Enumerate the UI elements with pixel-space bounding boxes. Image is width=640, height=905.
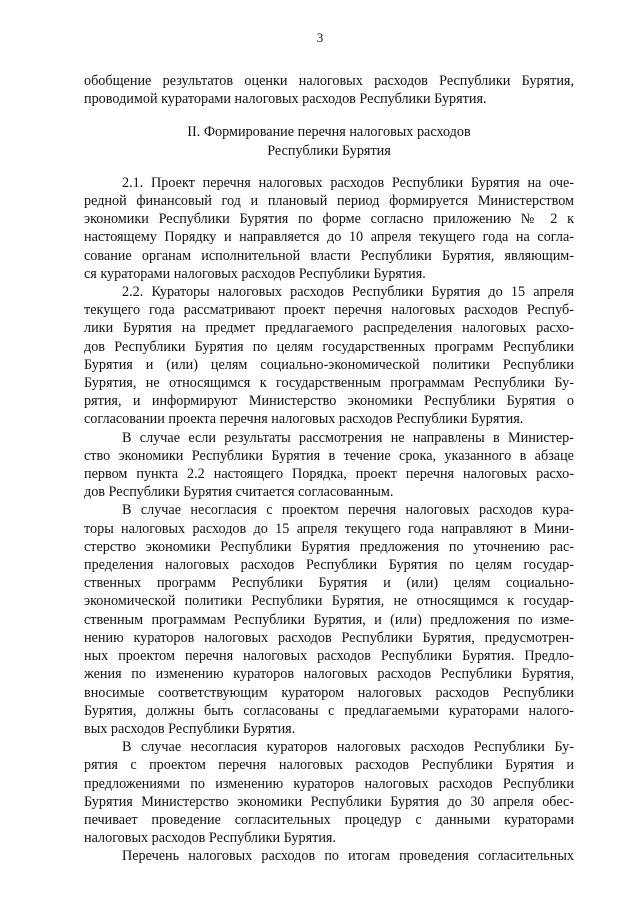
text-line: Бурятия и (или) целям социально-экономической политики Республики xyxy=(84,356,574,373)
text-line: вых расходов Республики Бурятия. xyxy=(84,720,296,737)
text-line: торы налоговых расходов до 15 апреля текущего года направляют в Мини- xyxy=(84,520,574,537)
text-line: жения по изменению кураторов налоговых расходов Республики Бурятия, xyxy=(84,666,574,683)
text-line: пределения налоговых расходов Республики Бурятия по целям государ- xyxy=(84,557,574,574)
section-heading-line: II. Формирование перечня налоговых расходов xyxy=(187,124,471,141)
text-line: печивает проведение согласительных процедур с данными кураторами xyxy=(84,811,574,828)
text-line: настоящему Порядку и направляется до 10 апреля текущего года на согла- xyxy=(84,229,574,246)
page-number: 3 xyxy=(316,30,324,45)
text-line: рятия с проектом перечня налоговых расходов Республики Бурятия и xyxy=(84,757,574,774)
section-heading-line: Республики Бурятия xyxy=(267,142,391,159)
paragraph-final-list xyxy=(84,847,574,865)
text-line: текущего года рассматривают проект перечня налоговых расходов Респуб- xyxy=(84,302,574,319)
text-line: Бурятия Министерство экономики Республики Бурятия до 30 апреля обес- xyxy=(84,793,574,810)
paragraph-2-1 xyxy=(84,174,574,283)
text-line: стерство экономики Республики Бурятия предложения по уточнению рас- xyxy=(84,538,574,555)
text-line: налоговых расходов Республики Бурятия. xyxy=(84,830,337,847)
text-line: вносимые соответствующим куратором налоговых расходов Республики xyxy=(84,684,574,701)
text-line: В случае несогласия с проектом перечня налоговых расходов курa- xyxy=(122,502,574,519)
text-line: нению кураторов налоговых расходов Республики Бурятия, предусмотрен- xyxy=(84,629,574,646)
text-line: В случае несогласия кураторов налоговых расходов Республики Бу- xyxy=(122,739,574,756)
text-line: ся кураторами налоговых расходов Республики Бурятия. xyxy=(84,265,426,282)
text-line: дов Республики Бурятия по целям государственных программ Республики xyxy=(84,338,574,355)
paragraph-not-sent xyxy=(84,429,574,502)
text-line: предложениями по изменению кураторов налоговых расходов Республики xyxy=(84,775,574,792)
section-heading xyxy=(84,123,574,159)
text-line: рятия, и информируют Министерство экономики Республики Бурятия о xyxy=(84,393,574,410)
intro-paragraph xyxy=(84,72,574,108)
text-line: первом пункта 2.2 настоящего Порядка, проект перечня налоговых расхо- xyxy=(84,466,574,483)
text-line: согласовании проекта перечня налоговых расходов Республики Бурятия. xyxy=(84,411,524,428)
paragraph-disagreement-project xyxy=(84,501,574,738)
text-line: Перечень налоговых расходов по итогам проведения согласительных xyxy=(122,848,574,865)
text-line: проводимой кураторами налоговых расходов Республики Бурятия. xyxy=(84,91,487,108)
text-line: 2.2. Кураторы налоговых расходов Республики Бурятия до 15 апреля xyxy=(122,284,574,301)
paragraph-2-2 xyxy=(84,283,574,429)
text-line: сование органам исполнительной власти Республики Бурятия, являющим- xyxy=(84,247,574,264)
text-line: экономической политики Республики Бурятия, не относящимся к государ- xyxy=(84,593,574,610)
text-line: Бурятия, не относящимся к государственным программам Республики Бу- xyxy=(84,375,574,392)
text-line: 2.1. Проект перечня налоговых расходов Республики Бурятия на оче- xyxy=(122,174,574,191)
text-line: Бурятия, должны быть согласованы с предлагаемыми кураторами налого- xyxy=(84,702,574,719)
text-line: ных проектом перечня налоговых расходов Республики Бурятия. Предло- xyxy=(84,648,574,665)
text-line: обобщение результатов оценки налоговых расходов Республики Бурятия, xyxy=(84,73,574,89)
text-line: ственным программам Республики Бурятия, и (или) предложения по изме- xyxy=(84,611,574,628)
text-line: В случае если результаты рассмотрения не направлены в Министер- xyxy=(122,429,574,446)
paragraph-disagreement-curators xyxy=(84,738,574,847)
text-line: дов Республики Бурятия считается согласованным. xyxy=(84,484,394,501)
text-line: редной финансовый год и плановый период формируется Министерством xyxy=(84,193,574,210)
text-line: ство экономики Республики Бурятия в течение срока, указанного в абзаце xyxy=(84,447,574,464)
document-body xyxy=(84,72,574,866)
text-line: ственных программ Республики Бурятия и (или) целям социально- xyxy=(84,575,574,592)
text-line: экономики Республики Бурятия по форме согласно приложению № 2 к xyxy=(84,211,574,228)
text-line: лики Бурятия на предмет предлагаемого распределения налоговых расхо- xyxy=(84,320,574,337)
